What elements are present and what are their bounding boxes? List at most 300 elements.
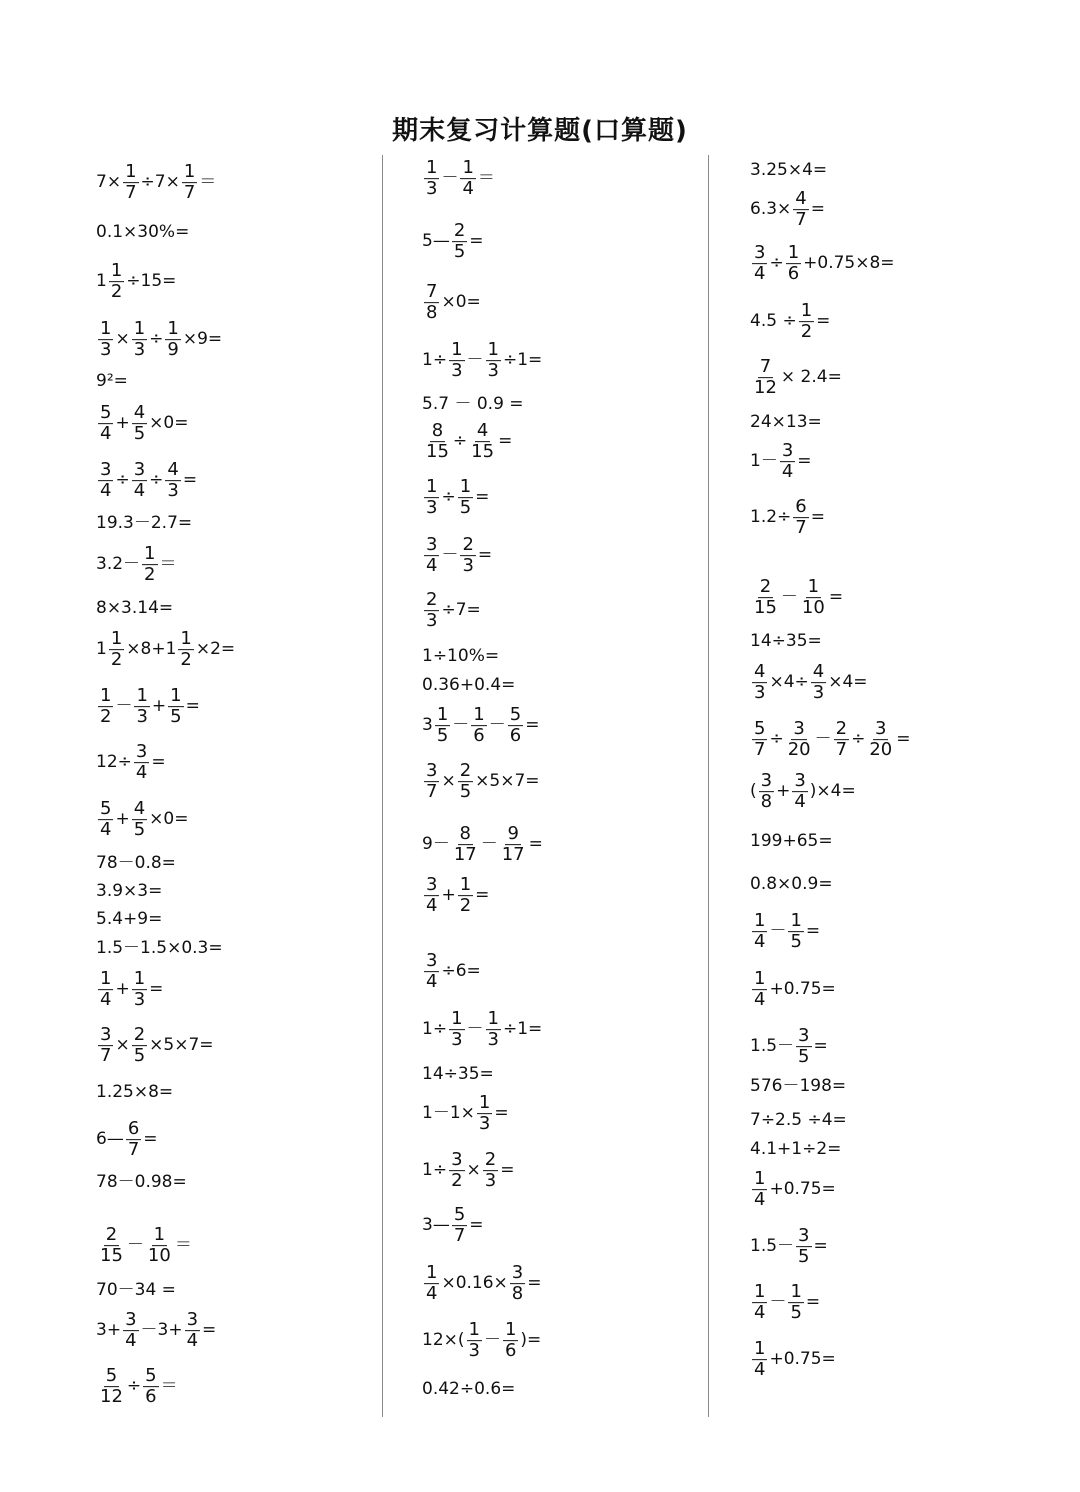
fraction bbox=[435, 706, 450, 746]
fraction bbox=[788, 1283, 803, 1323]
fraction-denominator: 4 bbox=[426, 895, 438, 917]
expression-text: 0.36+0.4= bbox=[422, 675, 516, 695]
fraction-numerator: 1 bbox=[787, 242, 800, 264]
expression-text: － bbox=[466, 1019, 484, 1040]
fraction-denominator: 17 bbox=[453, 844, 477, 866]
fraction bbox=[98, 1367, 125, 1407]
fraction-numerator: 3 bbox=[186, 1309, 199, 1331]
problem-2-23 bbox=[422, 1321, 541, 1361]
fraction-numerator: 3 bbox=[875, 718, 887, 740]
fraction-numerator: 1 bbox=[468, 1319, 480, 1341]
expression-text: = bbox=[202, 1320, 217, 1341]
fraction-numerator: 2 bbox=[426, 589, 438, 611]
expression-text: 199+65= bbox=[750, 831, 833, 851]
expression-text: ×9= bbox=[182, 329, 223, 350]
fraction bbox=[752, 663, 767, 703]
problem-3-13 bbox=[750, 772, 856, 812]
problem-3-16 bbox=[750, 912, 820, 952]
fraction-denominator: 4 bbox=[754, 931, 766, 953]
fraction-denominator: 6 bbox=[504, 1340, 517, 1362]
fraction-numerator: 4 bbox=[795, 188, 807, 210]
fraction-denominator: 2 bbox=[144, 564, 156, 586]
fraction-numerator: 4 bbox=[133, 798, 146, 820]
fraction-denominator: 5 bbox=[133, 1045, 146, 1067]
fraction-numerator: 5 bbox=[100, 798, 112, 820]
fraction-denominator: 4 bbox=[186, 1330, 199, 1352]
fraction bbox=[132, 461, 147, 501]
fraction bbox=[752, 1170, 767, 1210]
fraction-numerator: 1 bbox=[473, 704, 485, 726]
expression-text: 1÷ bbox=[422, 1019, 448, 1040]
fraction bbox=[134, 687, 149, 727]
expression-text: ÷ bbox=[149, 470, 164, 491]
fraction bbox=[178, 630, 193, 670]
fraction-denominator: 4 bbox=[133, 480, 146, 502]
expression-text: ＝ bbox=[159, 554, 177, 575]
problem-1-14 bbox=[96, 800, 188, 840]
fraction-denominator: 4 bbox=[125, 1330, 137, 1352]
fraction-numerator: 3 bbox=[133, 459, 146, 481]
fraction-numerator: 2 bbox=[459, 760, 472, 782]
fraction-denominator: 4 bbox=[754, 263, 766, 285]
expression-text: － bbox=[488, 715, 506, 736]
fraction-denominator: 20 bbox=[869, 739, 893, 761]
fraction bbox=[486, 341, 501, 381]
fraction-numerator: 4 bbox=[133, 402, 146, 424]
fraction-numerator: 1 bbox=[426, 1262, 438, 1284]
expression-text: 1.2÷ bbox=[750, 507, 792, 528]
fraction bbox=[132, 1026, 147, 1066]
expression-text: ÷ bbox=[769, 253, 784, 274]
problem-3-14 bbox=[750, 833, 833, 851]
fraction-denominator: 5 bbox=[133, 423, 146, 445]
fraction-denominator: 3 bbox=[426, 497, 438, 519]
expression-text: + bbox=[441, 885, 456, 906]
expression-text: ×5×7= bbox=[149, 1035, 214, 1056]
fraction-denominator: 9 bbox=[167, 339, 179, 361]
fraction bbox=[458, 762, 473, 802]
fraction bbox=[134, 743, 149, 783]
problem-3-5 bbox=[750, 358, 842, 398]
expression-text: － bbox=[483, 1330, 501, 1351]
problem-2-5 bbox=[422, 396, 524, 414]
problem-3-23 bbox=[750, 1227, 828, 1267]
expression-text: 3.25×4= bbox=[750, 160, 828, 180]
fraction-numerator: 1 bbox=[100, 968, 112, 990]
expression-text: = bbox=[528, 834, 543, 855]
fraction-denominator: 3 bbox=[167, 480, 179, 502]
fraction-denominator: 17 bbox=[501, 844, 525, 866]
fraction-denominator: 3 bbox=[812, 682, 825, 704]
expression-text: 1÷ bbox=[422, 1160, 448, 1181]
expression-text: +0.75= bbox=[769, 1179, 836, 1200]
fraction bbox=[510, 1264, 525, 1304]
expression-text: ×4= bbox=[828, 672, 868, 693]
expression-text: ＝ bbox=[477, 168, 495, 189]
expression-text: 3+ bbox=[96, 1320, 122, 1341]
problem-3-10 bbox=[750, 633, 822, 651]
fraction-denominator: 4 bbox=[794, 791, 806, 813]
fraction-denominator: 2 bbox=[100, 706, 112, 728]
problem-1-7 bbox=[96, 461, 197, 501]
expression-text: 24×13= bbox=[750, 412, 822, 432]
expression-text: 12×( bbox=[422, 1330, 465, 1351]
problem-3-9 bbox=[750, 578, 843, 618]
fraction-numerator: 1 bbox=[436, 704, 449, 726]
expression-text: 1.5－1.5×0.3= bbox=[96, 938, 223, 958]
fraction-denominator: 3 bbox=[487, 360, 499, 382]
fraction-numerator: 1 bbox=[754, 910, 766, 932]
problem-1-26 bbox=[96, 1311, 216, 1351]
fraction-denominator: 8 bbox=[760, 791, 773, 813]
fraction bbox=[98, 461, 113, 501]
fraction-numerator: 3 bbox=[760, 770, 773, 792]
fraction bbox=[424, 283, 439, 323]
fraction-denominator: 5 bbox=[459, 781, 472, 803]
fraction bbox=[759, 772, 774, 812]
fraction-numerator: 3 bbox=[426, 874, 438, 896]
problem-2-6 bbox=[422, 422, 512, 462]
fraction-denominator: 7 bbox=[127, 1139, 140, 1161]
fraction-denominator: 7 bbox=[183, 182, 196, 204]
fraction-numerator: 2 bbox=[835, 718, 848, 740]
expression-text: 7÷2.5 ÷4= bbox=[750, 1110, 847, 1130]
expression-text: 3.9×3= bbox=[96, 881, 163, 901]
fraction bbox=[98, 970, 113, 1010]
problem-1-3 bbox=[96, 262, 176, 302]
fraction-numerator: 1 bbox=[144, 543, 156, 565]
fraction bbox=[786, 720, 813, 760]
fraction bbox=[483, 1151, 498, 1191]
expression-text: 3.2－ bbox=[96, 554, 141, 575]
problem-2-14 bbox=[422, 825, 543, 865]
fraction-numerator: 1 bbox=[478, 1092, 491, 1114]
problem-2-10 bbox=[422, 648, 499, 666]
fraction bbox=[98, 1026, 113, 1066]
expression-text: － bbox=[466, 350, 484, 371]
fraction bbox=[792, 772, 807, 812]
problem-2-18 bbox=[422, 1066, 494, 1084]
expression-text: 19.3－2.7= bbox=[96, 513, 193, 533]
expression-text: ÷1= bbox=[502, 350, 543, 371]
fraction bbox=[98, 800, 113, 840]
fraction-denominator: 3 bbox=[133, 339, 146, 361]
fraction-numerator: 1 bbox=[100, 318, 112, 340]
fraction-numerator: 1 bbox=[451, 339, 463, 361]
fraction-numerator: 3 bbox=[794, 770, 806, 792]
expression-text: ×0= bbox=[149, 809, 189, 830]
problem-2-4 bbox=[422, 341, 542, 381]
expression-text: = bbox=[816, 311, 831, 332]
fraction-numerator: 3 bbox=[426, 534, 438, 556]
fraction bbox=[424, 536, 439, 576]
fraction-numerator: 2 bbox=[484, 1149, 497, 1171]
fraction-denominator: 4 bbox=[100, 480, 112, 502]
problem-3-18 bbox=[750, 1027, 828, 1067]
fraction-denominator: 4 bbox=[100, 423, 112, 445]
expression-text: － bbox=[115, 696, 133, 717]
fraction-denominator: 3 bbox=[487, 1029, 499, 1051]
column-divider bbox=[382, 155, 383, 1417]
expression-text: － bbox=[126, 1235, 144, 1256]
expression-text: = bbox=[525, 715, 540, 736]
fraction-numerator: 3 bbox=[426, 950, 438, 972]
problem-2-1 bbox=[422, 159, 495, 199]
fraction bbox=[752, 1283, 767, 1323]
problem-2-24 bbox=[422, 1381, 515, 1399]
fraction bbox=[424, 422, 451, 462]
fraction-numerator: 6 bbox=[795, 496, 807, 518]
fraction-numerator: 5 bbox=[145, 1365, 157, 1387]
fraction bbox=[752, 244, 767, 284]
expression-text: 4.1+1÷2= bbox=[750, 1139, 842, 1159]
fraction-denominator: 5 bbox=[459, 497, 472, 519]
fraction-numerator: 1 bbox=[183, 161, 196, 183]
fraction bbox=[165, 320, 180, 360]
fraction-denominator: 3 bbox=[468, 1340, 480, 1362]
fraction bbox=[867, 720, 894, 760]
fraction-denominator: 8 bbox=[426, 302, 438, 324]
fraction-numerator: 4 bbox=[812, 661, 825, 683]
fraction-numerator: 3 bbox=[100, 1024, 112, 1046]
column-divider bbox=[708, 155, 709, 1417]
expression-text: － bbox=[769, 921, 787, 942]
fraction-denominator: 6 bbox=[509, 725, 522, 747]
fraction bbox=[109, 630, 124, 670]
problem-1-13 bbox=[96, 743, 166, 783]
problem-1-8 bbox=[96, 515, 192, 533]
problem-1-6 bbox=[96, 404, 188, 444]
fraction-numerator: 3 bbox=[798, 1025, 810, 1047]
expression-text: ÷ bbox=[452, 431, 468, 452]
expression-text: + bbox=[115, 979, 130, 1000]
problem-2-22 bbox=[422, 1264, 542, 1304]
problem-2-15 bbox=[422, 876, 489, 916]
fraction bbox=[799, 302, 814, 342]
fraction-numerator: 1 bbox=[167, 318, 179, 340]
fraction-denominator: 15 bbox=[754, 597, 777, 619]
fraction-numerator: 1 bbox=[807, 576, 820, 598]
fraction-numerator: 1 bbox=[790, 910, 802, 932]
expression-text: 0.1×30%= bbox=[96, 222, 190, 242]
problem-1-9 bbox=[96, 545, 177, 585]
problem-3-19 bbox=[750, 1078, 846, 1096]
expression-text: × bbox=[115, 1035, 130, 1056]
page-title: 期末复习计算题(口算题) bbox=[392, 116, 688, 146]
fraction bbox=[500, 825, 527, 865]
fraction bbox=[486, 1010, 501, 1050]
expression-text: 1.5－ bbox=[750, 1236, 795, 1257]
fraction bbox=[185, 1311, 200, 1351]
fraction bbox=[165, 461, 180, 501]
fraction-denominator: 4 bbox=[100, 989, 112, 1011]
fraction bbox=[467, 1321, 482, 1361]
expression-text: × 2.4= bbox=[780, 367, 842, 388]
fraction-denominator: 3 bbox=[451, 1029, 463, 1051]
fraction-numerator: 4 bbox=[476, 420, 489, 442]
fraction-denominator: 7 bbox=[754, 739, 766, 761]
fraction bbox=[449, 1151, 464, 1191]
fraction bbox=[800, 578, 827, 618]
expression-text: ＝ bbox=[199, 172, 217, 193]
fraction-denominator: 5 bbox=[453, 241, 466, 263]
fraction-denominator: 20 bbox=[787, 739, 811, 761]
problem-2-8 bbox=[422, 536, 492, 576]
fraction-numerator: 1 bbox=[136, 685, 148, 707]
expression-text: ×0= bbox=[441, 292, 481, 313]
expression-text: 5— bbox=[422, 231, 450, 252]
expression-text: ÷6= bbox=[441, 961, 481, 982]
fraction-denominator: 12 bbox=[754, 377, 777, 399]
problem-2-9 bbox=[422, 591, 481, 631]
problem-1-24 bbox=[96, 1226, 192, 1266]
problem-1-19 bbox=[96, 970, 163, 1010]
fraction-numerator: 1 bbox=[426, 157, 438, 179]
problem-3-21 bbox=[750, 1141, 841, 1159]
fraction-numerator: 1 bbox=[754, 1281, 766, 1303]
expression-text: 9²= bbox=[96, 371, 128, 391]
expression-text: 0.8×0.9= bbox=[750, 874, 833, 894]
fraction-denominator: 2 bbox=[180, 649, 192, 671]
expression-text: ÷7= bbox=[441, 600, 481, 621]
fraction bbox=[123, 1311, 138, 1351]
problem-1-18 bbox=[96, 940, 223, 958]
fraction bbox=[424, 1264, 439, 1304]
fraction bbox=[424, 159, 439, 199]
fraction bbox=[460, 536, 475, 576]
fraction-numerator: 1 bbox=[133, 968, 146, 990]
fraction-numerator: 2 bbox=[453, 220, 466, 242]
fraction-numerator: 6 bbox=[127, 1118, 140, 1140]
fraction-denominator: 3 bbox=[451, 360, 463, 382]
fraction-numerator: 5 bbox=[754, 718, 766, 740]
expression-text: 0.42÷0.6= bbox=[422, 1379, 516, 1399]
fraction bbox=[449, 341, 464, 381]
fraction-denominator: 7 bbox=[795, 517, 807, 539]
expression-text: = bbox=[149, 979, 164, 1000]
expression-text: = bbox=[810, 507, 825, 528]
fraction-numerator: 7 bbox=[426, 281, 438, 303]
expression-text: = bbox=[475, 487, 490, 508]
fraction-denominator: 5 bbox=[790, 931, 802, 953]
problem-3-1 bbox=[750, 162, 827, 180]
fraction-denominator: 5 bbox=[170, 706, 182, 728]
fraction-denominator: 3 bbox=[136, 706, 148, 728]
problem-1-25 bbox=[96, 1282, 176, 1300]
fraction-denominator: 7 bbox=[795, 209, 807, 231]
expression-text: ＝ bbox=[174, 1235, 192, 1256]
fraction-numerator: 1 bbox=[100, 685, 112, 707]
fraction-numerator: 5 bbox=[453, 1204, 466, 1226]
fraction-numerator: 1 bbox=[462, 157, 474, 179]
fraction-denominator: 5 bbox=[790, 1302, 802, 1324]
expression-text: 1.25×8= bbox=[96, 1082, 174, 1102]
problem-2-11 bbox=[422, 677, 515, 695]
fraction bbox=[98, 687, 113, 727]
expression-text: = bbox=[469, 1215, 484, 1236]
problem-1-17 bbox=[96, 911, 162, 929]
fraction-denominator: 15 bbox=[100, 1245, 123, 1267]
expression-text: ÷ bbox=[441, 487, 456, 508]
expression-text: )= bbox=[520, 1330, 542, 1351]
fraction-numerator: 3 bbox=[426, 760, 438, 782]
fraction bbox=[123, 163, 138, 203]
expression-text: × bbox=[441, 771, 456, 792]
expression-text: 14÷35= bbox=[750, 631, 822, 651]
fraction-numerator: 1 bbox=[180, 628, 192, 650]
fraction bbox=[458, 478, 473, 518]
fraction-numerator: 2 bbox=[133, 1024, 146, 1046]
fraction bbox=[109, 262, 124, 302]
fraction bbox=[132, 320, 147, 360]
fraction-numerator: 1 bbox=[170, 685, 182, 707]
problem-1-27 bbox=[96, 1367, 178, 1407]
fraction-denominator: 2 bbox=[110, 649, 123, 671]
expression-text: ÷ bbox=[769, 729, 784, 750]
fraction-numerator: 4 bbox=[754, 661, 766, 683]
expression-text: ÷15= bbox=[126, 271, 177, 292]
problem-1-10 bbox=[96, 600, 173, 618]
fraction bbox=[471, 706, 486, 746]
fraction bbox=[182, 163, 197, 203]
problem-1-20 bbox=[96, 1026, 214, 1066]
fraction bbox=[477, 1094, 492, 1134]
fraction-denominator: 5 bbox=[436, 725, 449, 747]
problem-1-15 bbox=[96, 855, 176, 873]
fraction bbox=[458, 876, 473, 916]
expression-text: = bbox=[469, 231, 484, 252]
expression-text: = bbox=[527, 1273, 542, 1294]
fraction-denominator: 10 bbox=[147, 1245, 171, 1267]
fraction-numerator: 3 bbox=[754, 242, 766, 264]
fraction-denominator: 8 bbox=[511, 1283, 524, 1305]
expression-text: 1－ bbox=[750, 451, 778, 472]
fraction-denominator: 4 bbox=[426, 971, 438, 993]
fraction-numerator: 4 bbox=[167, 459, 179, 481]
expression-text: － bbox=[480, 834, 498, 855]
problem-1-16 bbox=[96, 883, 162, 901]
fraction-numerator: 3 bbox=[100, 459, 112, 481]
fraction-denominator: 15 bbox=[471, 441, 495, 463]
problem-3-4 bbox=[750, 302, 830, 342]
problem-1-23 bbox=[96, 1174, 187, 1192]
expression-text: + bbox=[151, 696, 167, 717]
expression-text: +0.75= bbox=[769, 1349, 836, 1370]
fraction-numerator: 3 bbox=[135, 741, 148, 763]
fraction-numerator: 2 bbox=[462, 534, 474, 556]
fraction bbox=[98, 1226, 125, 1266]
fraction bbox=[796, 1227, 811, 1267]
fraction-numerator: 3 bbox=[798, 1225, 810, 1247]
fraction-denominator: 4 bbox=[462, 178, 474, 200]
expression-text: 6.3× bbox=[750, 199, 792, 220]
expression-text: = bbox=[828, 587, 844, 608]
fraction-numerator: 1 bbox=[125, 161, 137, 183]
fraction-denominator: 7 bbox=[100, 1045, 112, 1067]
fraction bbox=[424, 478, 439, 518]
fraction-numerator: 1 bbox=[504, 1319, 517, 1341]
expression-text: ÷ bbox=[115, 470, 130, 491]
fraction-numerator: 1 bbox=[459, 874, 472, 896]
fraction-denominator: 2 bbox=[800, 321, 813, 343]
fraction bbox=[98, 404, 113, 444]
problem-3-11 bbox=[750, 663, 868, 703]
problem-3-22 bbox=[750, 1170, 836, 1210]
expression-text: － bbox=[769, 1292, 787, 1313]
problem-3-25 bbox=[750, 1340, 836, 1380]
fraction-numerator: 1 bbox=[110, 260, 123, 282]
expression-text: +0.75×8= bbox=[803, 253, 895, 274]
